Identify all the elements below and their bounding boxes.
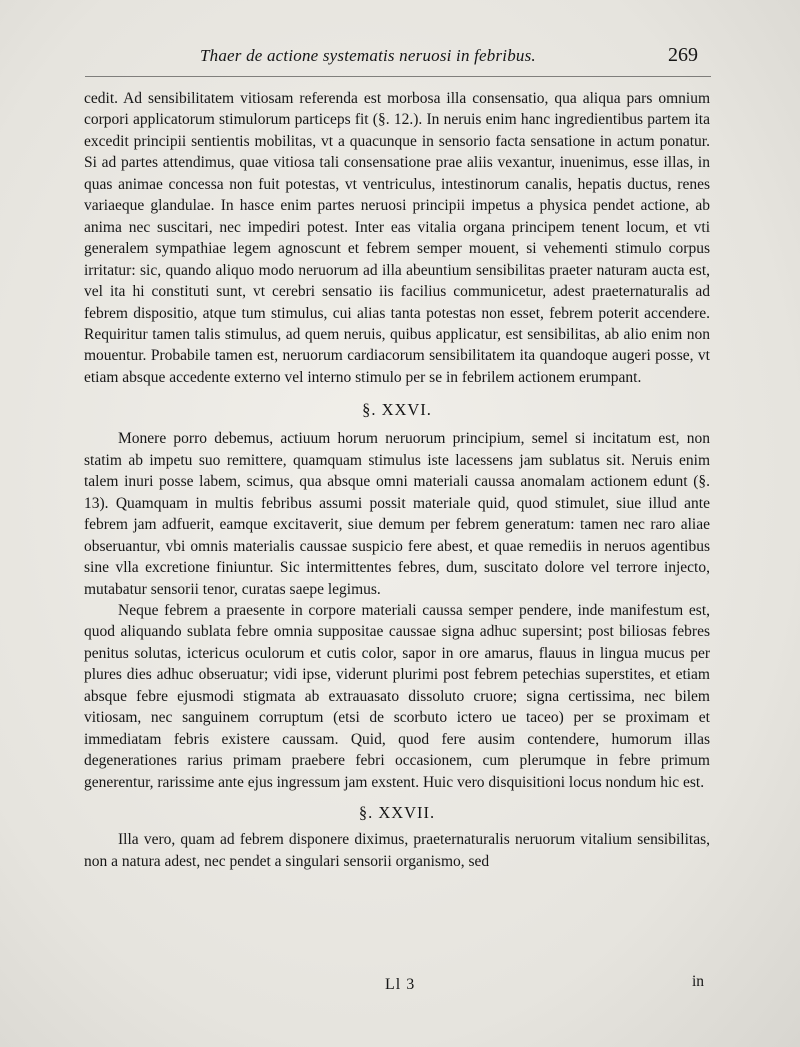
paragraph-3: Neque febrem a praesente in corpore materiali caussa semper pendere, inde manifestum est, quod aliquando sublata febre omnia suppositae caussae signa adhuc supersint; post biliosas febres penitus solutas, ictericus oculorum et cutis color, sapor in ore amarus, flauus in lingua mucus per plures dies adhuc obseruatur; vidi ipse, viderunt plurimi post febrem petechias superstites, et etiam absque febre ejusmodi stigmata ab extrauasato dissoluto cruore; signa certissima, nec bilem vitiosam, nec sanguinem corruptum (etsi de scorbuto ictero ue taceo) per se proximam et immediatam febris existere caussam. Quid, quod fere ausim contendere, humorum illas degenerationes rarius primam praebere febri occasionem, cum plerumque in febre primum generentur, rarissime ante ejus ingressum jam exstent. Huic vero disquisitioni locus nondum hic est. (84, 601, 710, 791)
signature-mark: Ll 3 (385, 976, 416, 993)
paragraph-1: cedit. Ad sensibilitatem vitiosam referenda est morbosa illa consensatio, qua aliqua pars omnium corpori applicatorum stimulorum particeps fit (§. 12.). In neruis enim hanc ingredientibus partem ita excedit principii sentientis mobilitas, vt a quacunque in sensorio facta sensatione in actum ponatur. Si ad partes attendimus, quae vitiosa tali consensatione prae aliis vexantur, inuenimus, esse illas, in quas animae concessa non fuit potestas, vt ventriculus, intestinorum canalis, hepatis ductus, renes variaeque glandulae. In hasce enim partes neruosi principii impetus a physica pendet actione, ab anima nec suscitari, nec impediri potest. Inter eas vitalia organa principem tenent locum, et vti generalem sympathiae legem agnoscunt et febrem semper mouent, si vehementi stimulo corpus irritatur: sic, quando aliquo modo neruorum ad illa abeuntium sensibilitas praeter naturam aucta est, vel ita hi constituti sunt, vt cerebri sensatio iis facilius communicetur, adest praeternaturalis ad febrem dispositio, atque tum stimulus, cui alias tanta potestas non esset, febrem poterit accendere. Requiritur tamen talis stimulus, ad quem neruis, quibus applicatur, est sensibilitas, ab alio enim non mouentur. Probabile tamen est, neruorum cardiacorum sensibilitatem ita quandoque augeri posse, vt etiam absque accedente externo vel interno stimulo per se in febrilem actionem erumpant. (84, 90, 710, 386)
header-rule (85, 76, 711, 77)
running-title: Thaer de actione systematis neruosi in febribus. (200, 46, 536, 65)
paragraph-2: Monere porro debemus, actiuum horum neruorum principium, semel si incitatum est, non statim ab impetu suo remittere, quamquam stimulus iste lacessens jam sublatus sit. Neruis enim talem inuri posse labem, scimus, qua absque omni materiali caussa anomalam actionem edunt (§. 13). Quamquam in multis febribus assumi possit materiale quid, quod stimulet, siue illud ante febrem jam adfuerit, eamque excitaverit, siue demum per febrem generatum: tamen nec raro aliae obseruantur, vbi omnis materialis caussae suspicio fere abest, et quae remediis in neruos agentibus sine vlla excretione finiuntur. Sic intermittentes febres, dum, suscitato dolore vel terrore injecto, mutabatur sensorii tenor, curatas saepe legimus. (84, 430, 710, 598)
page-header (0, 46, 800, 76)
catchword: in (692, 973, 705, 990)
section-heading-xxvii: §. XXVII. (358, 803, 436, 823)
body-text (84, 88, 710, 872)
page-number: 269 (668, 44, 698, 66)
paragraph-4: Illa vero, quam ad febrem disponere diximus, praeternaturalis neruorum vitalium sensibilitas, non a natura adest, nec pendet a singulari sensorii organismo, sed (84, 831, 710, 870)
section-heading-xxvi: §. XXVI. (362, 400, 432, 420)
